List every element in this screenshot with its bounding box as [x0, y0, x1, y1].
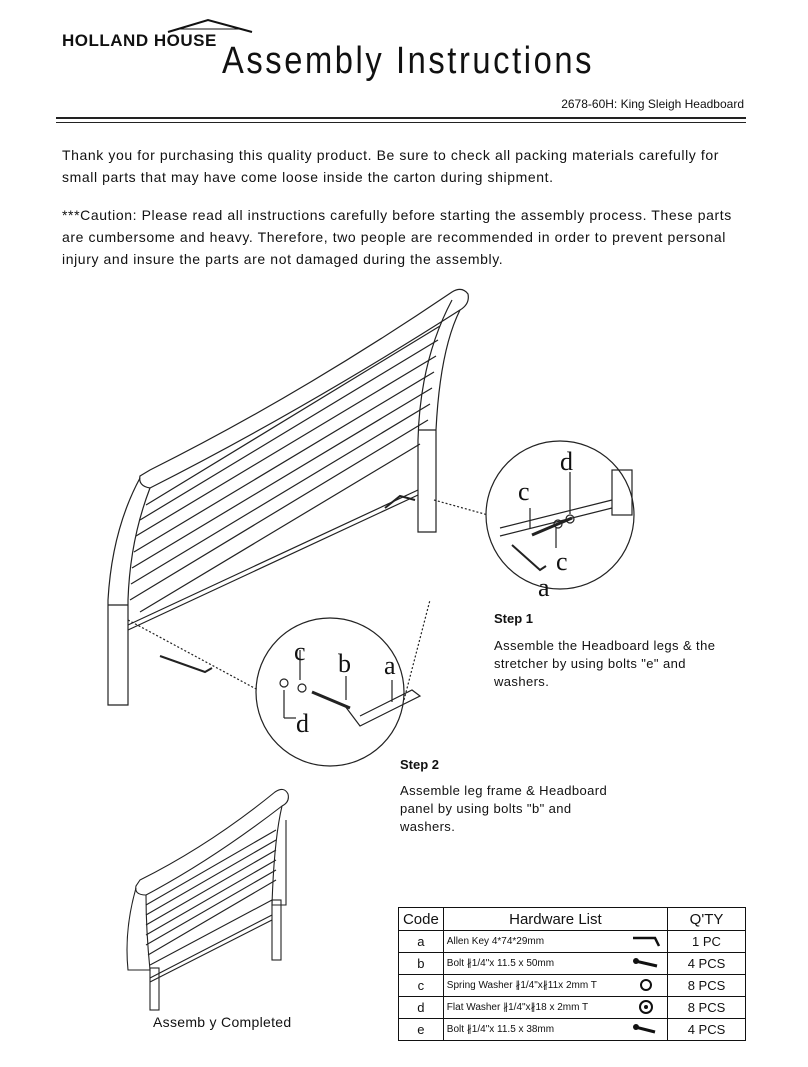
page-title: Assembly Instructions — [222, 40, 595, 82]
callout-c-top-2: c — [556, 547, 568, 576]
brand-logo: HOLLAND HOUSE — [62, 31, 217, 50]
row-description: Flat Washer ∦1/4"x∦18 x 2mm T — [446, 1002, 589, 1013]
headboard-right-post — [418, 300, 460, 532]
callout-a-top: a — [538, 573, 550, 602]
row-qty: 8 PCS — [668, 975, 746, 997]
row-code: d — [399, 997, 444, 1019]
row-qty: 4 PCS — [668, 1019, 746, 1041]
step2-description: Assemble leg frame & Headboard panel by using bolts "b" and washers. — [400, 783, 608, 834]
bolt-icon — [631, 1022, 661, 1036]
callout-d-bottom: d — [296, 709, 309, 738]
row-description: Bolt ∦1/4"x 11.5 x 50mm — [446, 958, 555, 969]
assembly-completed-label: Assemb y Completed — [153, 1014, 292, 1030]
row-code: b — [399, 953, 444, 975]
caution-paragraph: ***Caution: Please read all instructions carefully before starting the assembly process. These parts are cumbersome and heavy. Therefore, two people are recommended in order to prevent personal injury and insure the parts are not damaged during the assembly. — [62, 207, 732, 267]
hardware-list-header: Hardware List — [443, 908, 667, 931]
code-header: Code — [399, 908, 444, 931]
callout-d-top: d — [560, 447, 573, 476]
callout-a-bottom: a — [384, 651, 396, 680]
qty-header: Q'TY — [668, 908, 746, 931]
table-row — [399, 953, 746, 975]
hardware-table — [398, 907, 746, 1041]
row-description: Spring Washer ∦1/4"x∦11x 2mm T — [446, 980, 597, 991]
callout-b-bottom: b — [338, 649, 351, 678]
stretcher — [128, 490, 418, 625]
product-subtitle: 2678-60H: King Sleigh Headboard — [561, 97, 744, 111]
step1-description: Assemble the Headboard legs & the stretcher by using bolts "e" and washers. — [494, 638, 716, 689]
row-description: Bolt ∦1/4"x 11.5 x 38mm — [446, 1024, 555, 1035]
completed-assembly-drawing — [127, 789, 288, 1010]
table-row — [399, 997, 746, 1019]
allen-key-icon — [631, 934, 661, 948]
row-code: e — [399, 1019, 444, 1041]
headboard-top-roll — [140, 289, 469, 488]
table-row — [399, 1019, 746, 1041]
intro-paragraph: Thank you for purchasing this quality product. Be sure to check all packing materials carefully for small parts that may have come loose inside the carton during shipment. — [62, 147, 720, 185]
bolt-icon — [631, 956, 661, 970]
spring-washer-icon — [631, 978, 661, 992]
row-qty: 4 PCS — [668, 953, 746, 975]
step2-title: Step 2 — [400, 757, 440, 772]
detail-circle-bottom — [256, 618, 404, 766]
row-qty: 8 PCS — [668, 997, 746, 1019]
step1-title: Step 1 — [494, 611, 534, 626]
row-description: Allen Key 4*74*29mm — [446, 936, 545, 947]
row-code: a — [399, 931, 444, 953]
row-code: c — [399, 975, 444, 997]
callout-c-bottom: c — [294, 637, 306, 666]
row-qty: 1 PC — [668, 931, 746, 953]
hardware-table-header — [399, 908, 746, 931]
flat-washer-icon — [631, 1000, 661, 1014]
table-row — [399, 931, 746, 953]
callout-c-top: c — [518, 477, 530, 506]
headboard-slats — [130, 326, 440, 612]
table-row — [399, 975, 746, 997]
